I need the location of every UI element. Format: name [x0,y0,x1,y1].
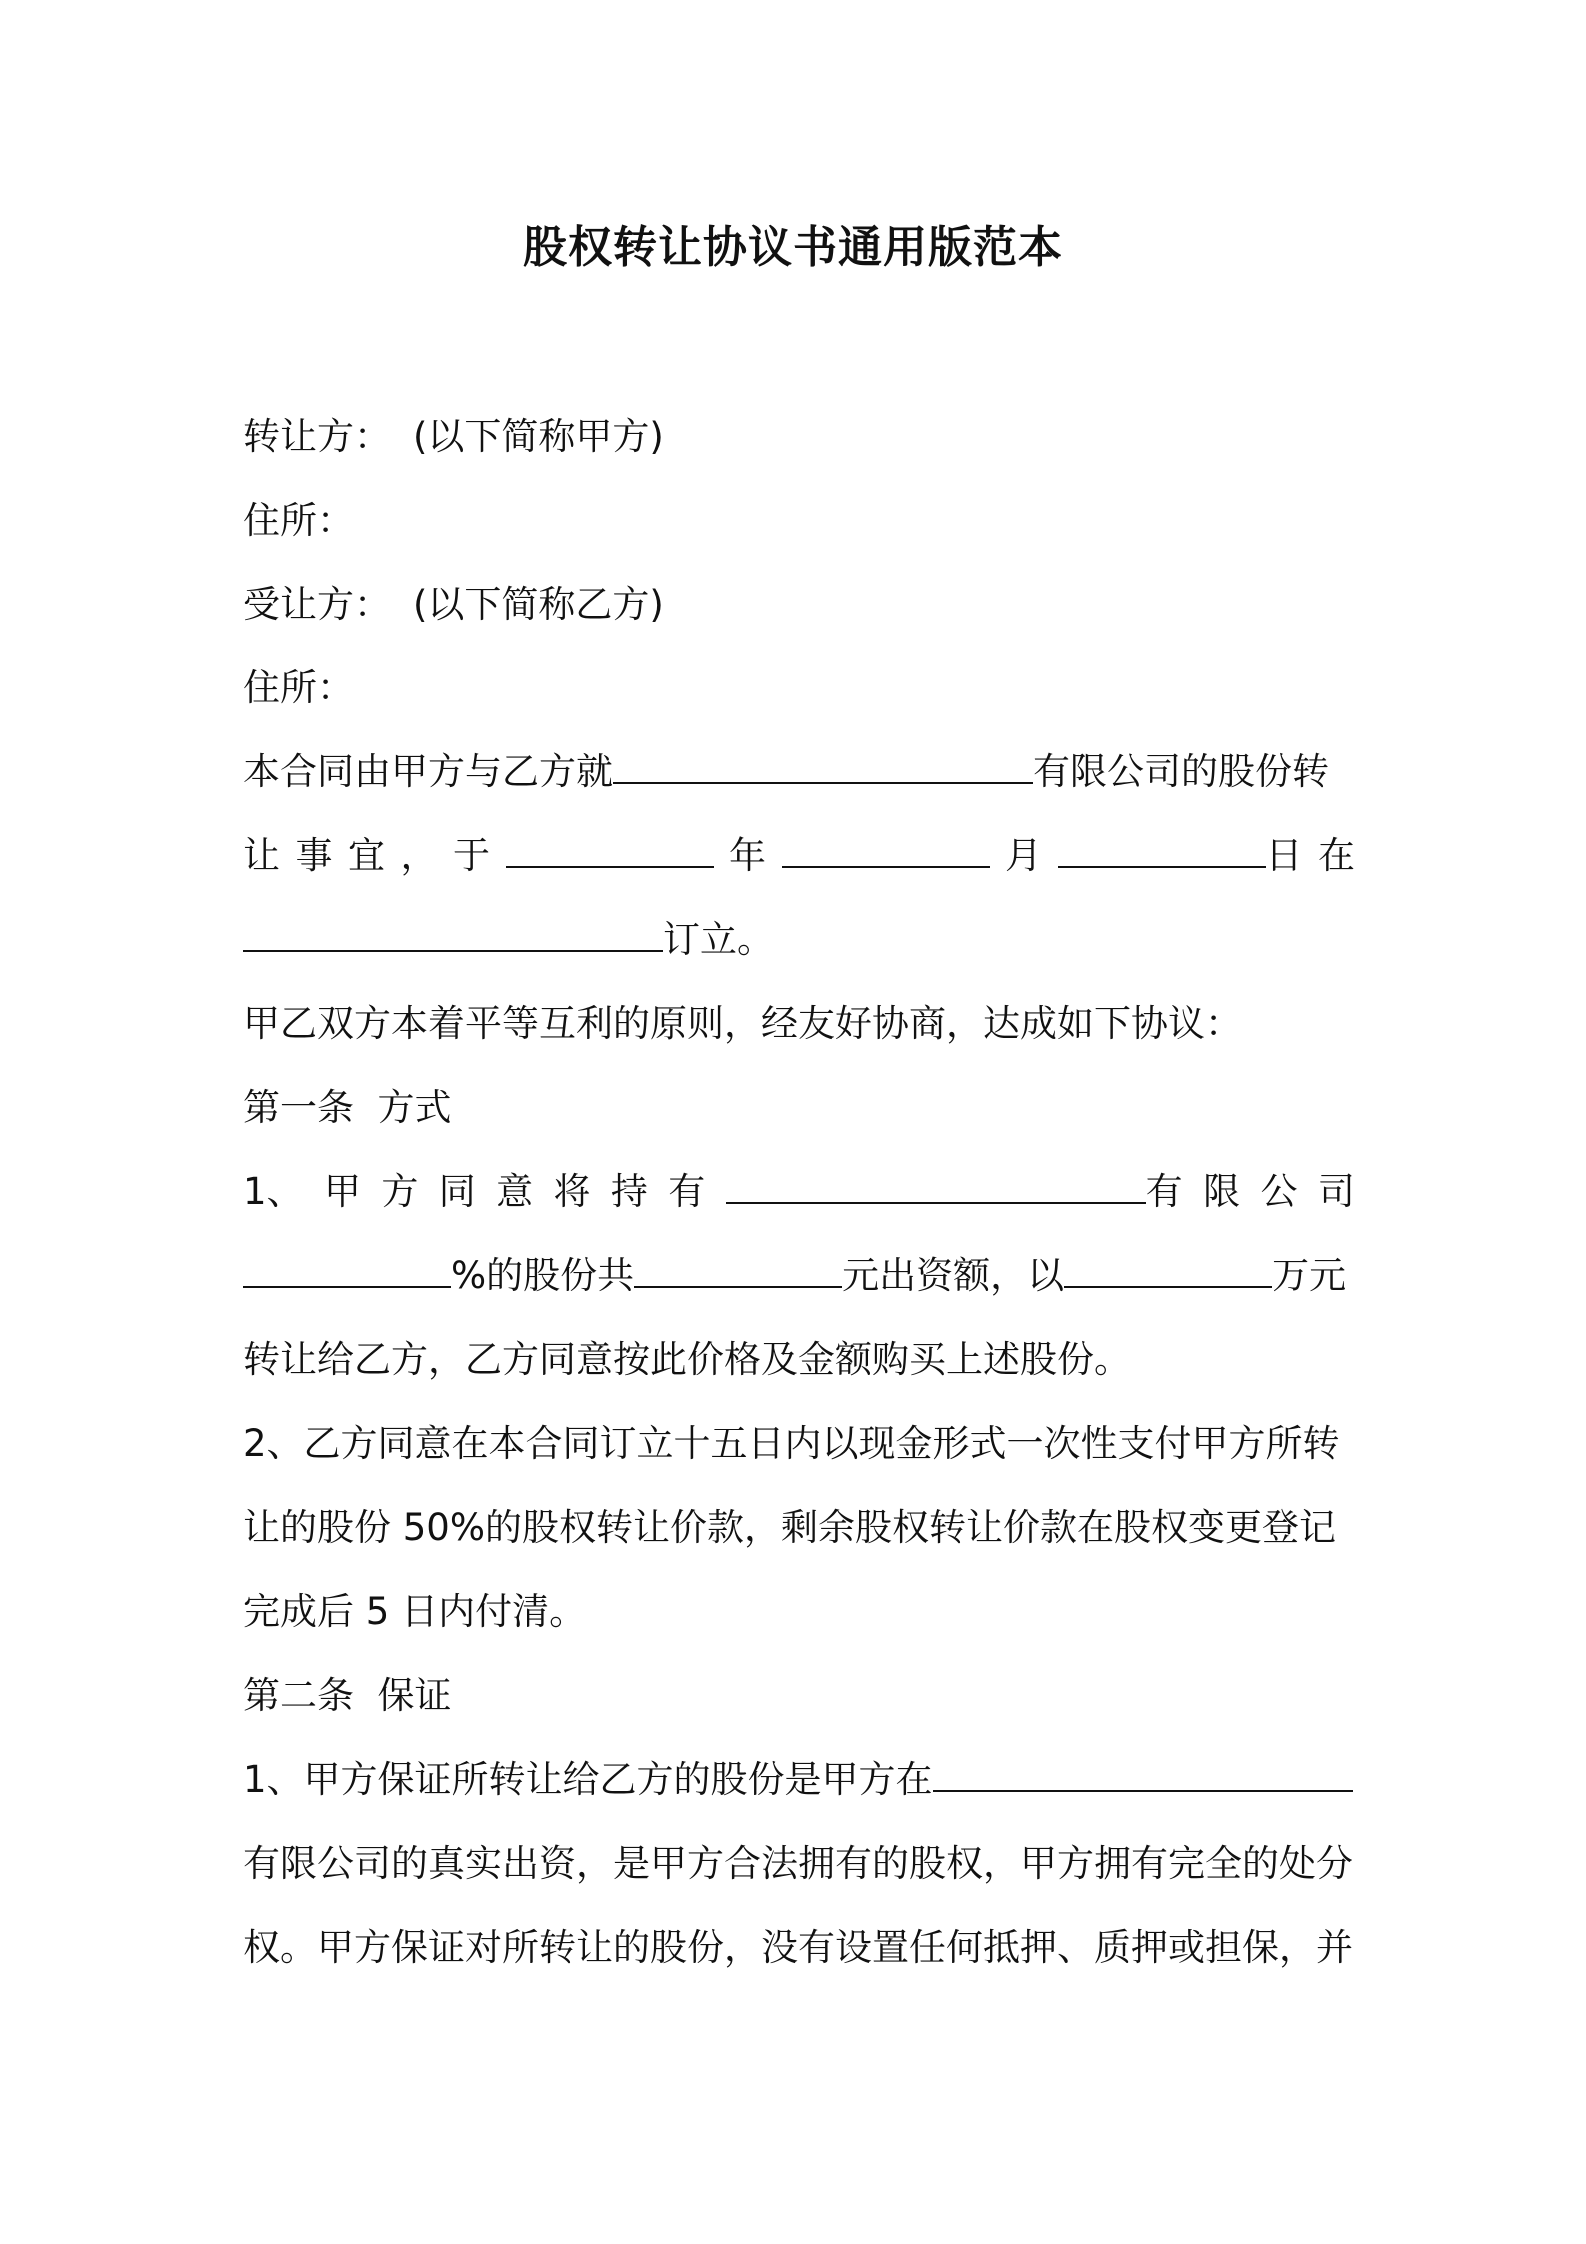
clause-char: 同 [438,1170,476,1213]
clause-char: 司 [1317,1170,1355,1213]
clause-char: 有 [1145,1170,1183,1213]
intro-char: 事 [295,834,333,877]
clause-char: 公 [1260,1170,1298,1213]
clause-char: 意 [496,1170,534,1213]
principle-text: 甲乙双方本着平等互利的原则，经友好协商，达成如下协议： [243,1002,1242,1045]
article-2-item-1-line-1 [243,1750,1355,1810]
transferor-note: (以下简称甲方) [413,415,664,458]
address-label: 住所： [243,666,354,709]
year-label: 年 [729,834,766,877]
article-heading: 第二条 保证 [243,1674,452,1717]
day-blank [1058,826,1266,868]
article-1-item-2-line-3 [243,1582,1355,1642]
article-1-item-1-line-2 [243,1246,1355,1306]
company-name-blank [613,742,1033,784]
price-blank [1064,1246,1272,1288]
company-name-blank [933,1750,1353,1792]
clause-char: 将 [553,1170,591,1213]
intro-text: 有限公司的股份转 [1033,750,1329,793]
address-label: 住所： [243,499,354,542]
clause-text: 让的股份 50%的股权转让价款，剩余股权转让价款在股权变更登记 [243,1506,1336,1549]
company-name-blank [726,1162,1146,1204]
clause-text: 1、甲方保证所转让给乙方的股份是甲方在 [243,1758,933,1801]
intro-text: 订立。 [663,918,774,961]
month-label: 月 [1005,834,1042,877]
article-2-item-1-line-2 [243,1834,1355,1894]
document-title: 股权转让协议书通用版范本 [523,222,1063,273]
year-blank [506,826,714,868]
clause-text: 权。甲方保证对所转让的股份，没有设置任何抵押、质押或担保，并 [243,1926,1353,1969]
article-1-item-1-line-1 [243,1162,1355,1222]
month-blank [782,826,990,868]
intro-char: 于 [453,834,490,877]
article-1-item-2-line-2 [243,1498,1355,1558]
percent-blank [243,1246,451,1288]
clause-text: 完成后 5 日内付清。 [243,1590,587,1633]
clause-text: 有限公司的真实出资，是甲方合法拥有的股权，甲方拥有完全的处分 [243,1842,1353,1885]
article-1-item-2-line-1 [243,1414,1355,1474]
transferee-note: (以下简称乙方) [413,583,664,626]
clause-text: 元出资额，以 [842,1254,1065,1297]
article-1-heading [243,1078,1355,1138]
intro-text: 本合同由甲方与乙方就 [243,750,613,793]
capital-blank [634,1246,842,1288]
clause-text: 2、乙方同意在本合同订立十五日内以现金形式一次性支付甲方所转 [243,1422,1340,1465]
clause-char: 方 [381,1170,419,1213]
intro-char: ， [400,834,438,877]
intro-line-2 [243,826,1355,886]
article-heading: 第一条 方式 [243,1086,452,1129]
article-1-item-1-line-3 [243,1330,1355,1390]
clause-text: %的股份共 [451,1254,635,1297]
article-2-heading [243,1666,1355,1726]
clause-text: 万元 [1272,1254,1347,1297]
clause-char: 持 [610,1170,648,1213]
transferee-line [243,575,1355,635]
day-label: 日 [1265,834,1303,877]
intro-char: 宜 [348,834,385,877]
clause-char: 甲 [323,1170,361,1213]
clause-char: 限 [1203,1170,1241,1213]
article-2-item-1-line-3 [243,1918,1355,1978]
intro-line-1 [243,742,1355,802]
transferee-address-line [243,658,1355,718]
transferor-label: 转让方： [243,415,391,458]
transferee-label: 受让方： [243,583,391,626]
intro-line-3 [243,910,1355,970]
transferor-address-line [243,491,1355,551]
intro-char: 让 [243,834,280,877]
clause-text: 转让给乙方，乙方同意按此价格及金额购买上述股份。 [243,1338,1131,1381]
clause-char: 1、 [243,1170,304,1213]
principle-line [243,994,1355,1054]
clause-char: 有 [668,1170,706,1213]
transferor-line [243,407,1355,467]
intro-char: 在 [1318,834,1355,877]
place-blank [243,910,663,952]
